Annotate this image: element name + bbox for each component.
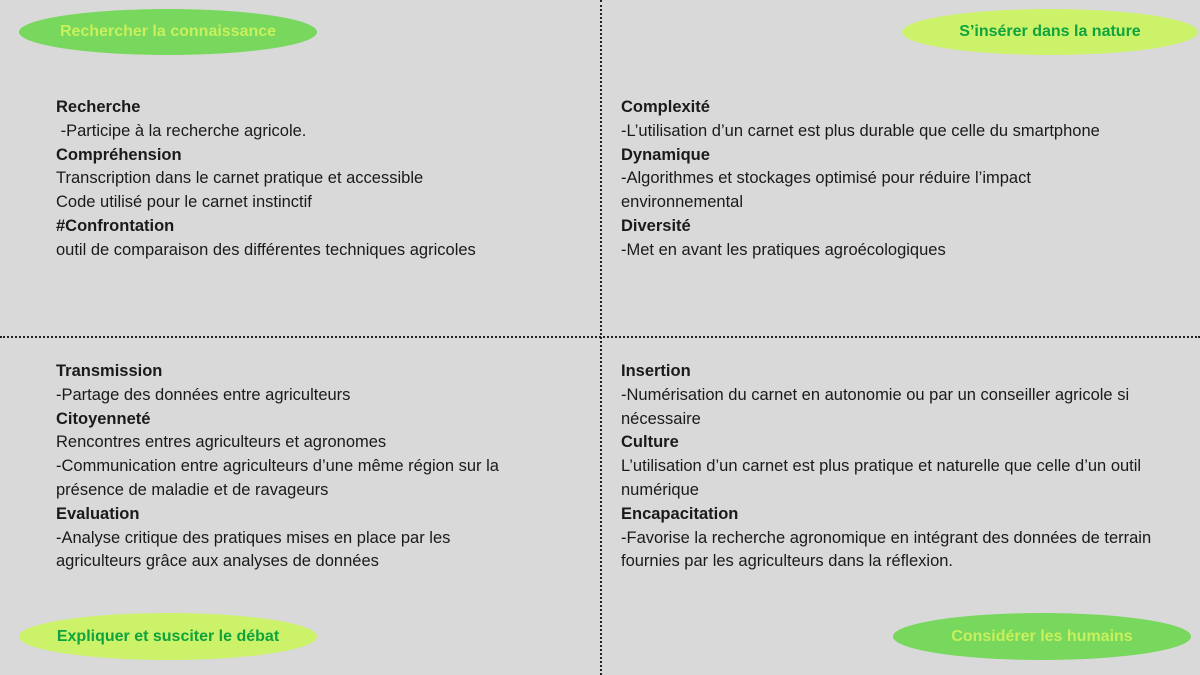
heading-evaluation: Evaluation bbox=[56, 504, 140, 523]
text-line: -L’utilisation d’un carnet est plus durable que celle du smartphone bbox=[621, 121, 1100, 140]
quadrant-bottom-left bbox=[56, 360, 576, 574]
label-rechercher-la-connaissance bbox=[19, 9, 317, 55]
text-line: -Favorise la recherche agronomique en intégrant des données de terrain fournies par les agriculteurs dans la réflexion. bbox=[621, 528, 1152, 571]
label-text: Considérer les humains bbox=[951, 627, 1133, 645]
label-text: Expliquer et susciter le débat bbox=[56, 627, 280, 645]
text-line: Transcription dans le carnet pratique et accessible bbox=[56, 169, 424, 188]
quadrant-top-left bbox=[56, 96, 576, 263]
text-line: -Analyse critique des pratiques mises en place par les agriculteurs grâce aux analyses de données bbox=[56, 528, 451, 571]
label-text: S’insérer dans la nature bbox=[959, 23, 1141, 40]
text-line: Rencontres entres agriculteurs et agronomes bbox=[56, 433, 387, 452]
text-line: -Partage des données entre agriculteurs bbox=[56, 385, 351, 404]
text-line: Code utilisé pour le carnet instinctif bbox=[56, 193, 312, 212]
text-line: -Numérisation du carnet en autonomie ou par un conseiller agricole si nécessaire bbox=[621, 385, 1130, 428]
heading-diversite: Diversité bbox=[621, 216, 691, 235]
horizontal-divider bbox=[0, 336, 1200, 338]
text-line: -Met en avant les pratiques agroécologiques bbox=[621, 240, 946, 259]
label-sinserer-dans-la-nature bbox=[902, 9, 1198, 55]
heading-comprehension: Compréhension bbox=[56, 145, 182, 164]
text-line: outil de comparaison des différentes techniques agricoles bbox=[56, 240, 476, 259]
text-line: L’utilisation d’un carnet est plus pratique et naturelle que celle d’un outil numérique bbox=[621, 457, 1142, 499]
heading-culture: Culture bbox=[621, 433, 679, 452]
text-line: -Communication entre agriculteurs d’une même région sur la présence de maladie et de ravageurs bbox=[56, 457, 499, 499]
heading-encapacitation: Encapacitation bbox=[621, 504, 739, 523]
label-expliquer-et-susciter-le-debat bbox=[19, 613, 317, 660]
heading-confrontation: #Confrontation bbox=[56, 216, 175, 235]
heading-dynamique: Dynamique bbox=[621, 145, 710, 164]
heading-citoyennete: Citoyenneté bbox=[56, 409, 151, 428]
text-line: -Participe à la recherche agricole. bbox=[56, 121, 307, 140]
heading-complexite: Complexité bbox=[621, 98, 710, 116]
label-considerer-les-humains bbox=[893, 613, 1191, 660]
heading-insertion: Insertion bbox=[621, 362, 691, 380]
heading-transmission: Transmission bbox=[56, 362, 163, 380]
label-text: Rechercher la connaissance bbox=[59, 23, 277, 40]
quadrant-bottom-right bbox=[621, 360, 1176, 574]
quadrant-top-right bbox=[621, 96, 1176, 263]
text-line: -Algorithmes et stockages optimisé pour réduire l’impact environnemental bbox=[621, 169, 1031, 212]
heading-recherche: Recherche bbox=[56, 98, 141, 116]
